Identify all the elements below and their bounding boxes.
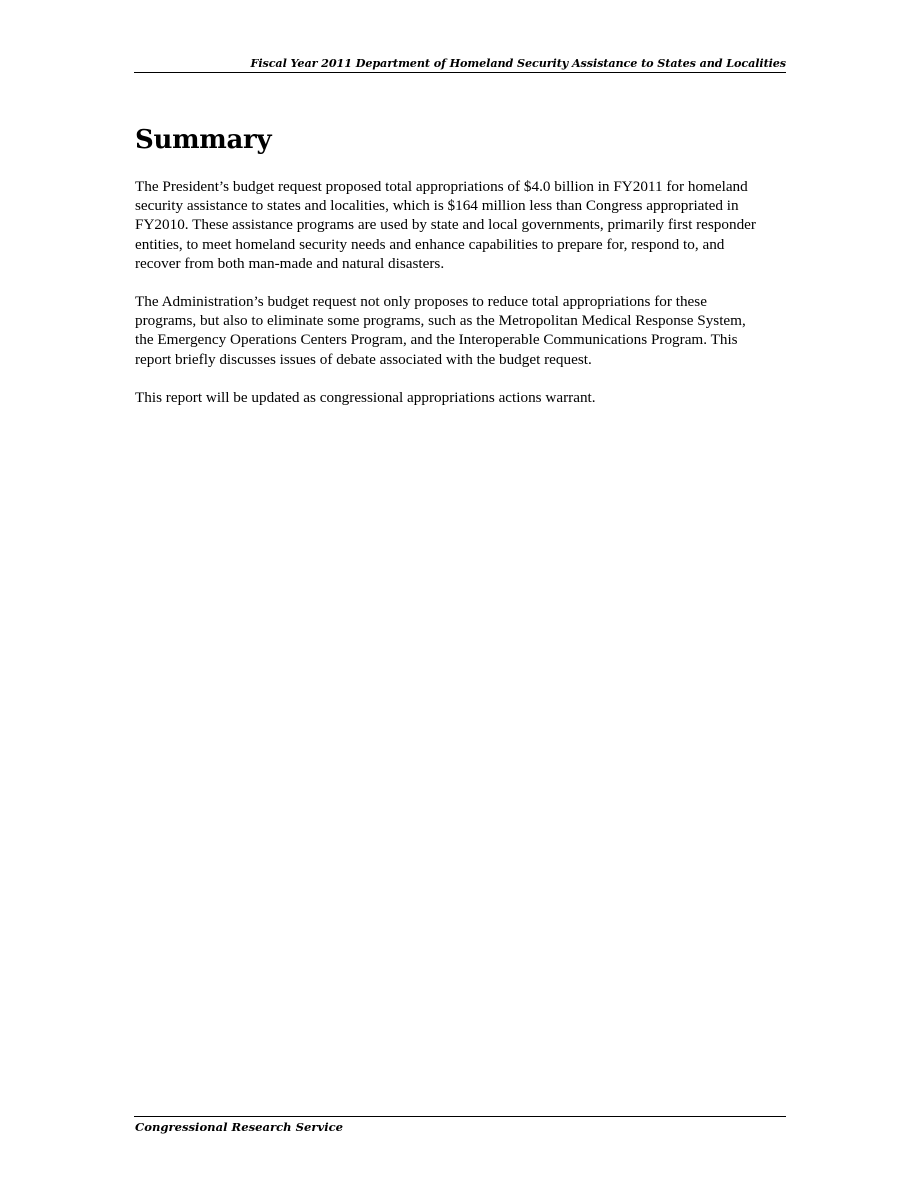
- page-title: Summary: [135, 125, 272, 155]
- running-header: Fiscal Year 2011 Department of Homeland Security Assistance to States and Localities: [250, 56, 786, 70]
- summary-paragraph: This report will be updated as congressional appropriations actions warrant.: [135, 388, 596, 406]
- header-rule: [134, 72, 786, 73]
- footer-rule: [134, 1116, 786, 1117]
- footer-publisher: Congressional Research Service: [135, 1120, 344, 1134]
- summary-body: [135, 177, 765, 426]
- summary-paragraph: The Administration’s budget request not only proposes to reduce total appropriations for these programs, but also to eliminate some programs, such as the Metropolitan Medical Response System, the Emergency Operations Centers Program, and the Interoperable Communications Program. This report briefly discusses issues of debate associated with the budget request.: [135, 293, 746, 368]
- summary-paragraph: The President’s budget request proposed total appropriations of $4.0 billion in FY2011 for homeland security assistance to states and localities, which is $164 million less than Congress appropriated in FY2010. These assistance programs are used by state and local governments, primarily first responder entities, to meet homeland security needs and enhance capabilities to prepare for, respond to, and recover from both man-made and natural disasters.: [135, 178, 756, 272]
